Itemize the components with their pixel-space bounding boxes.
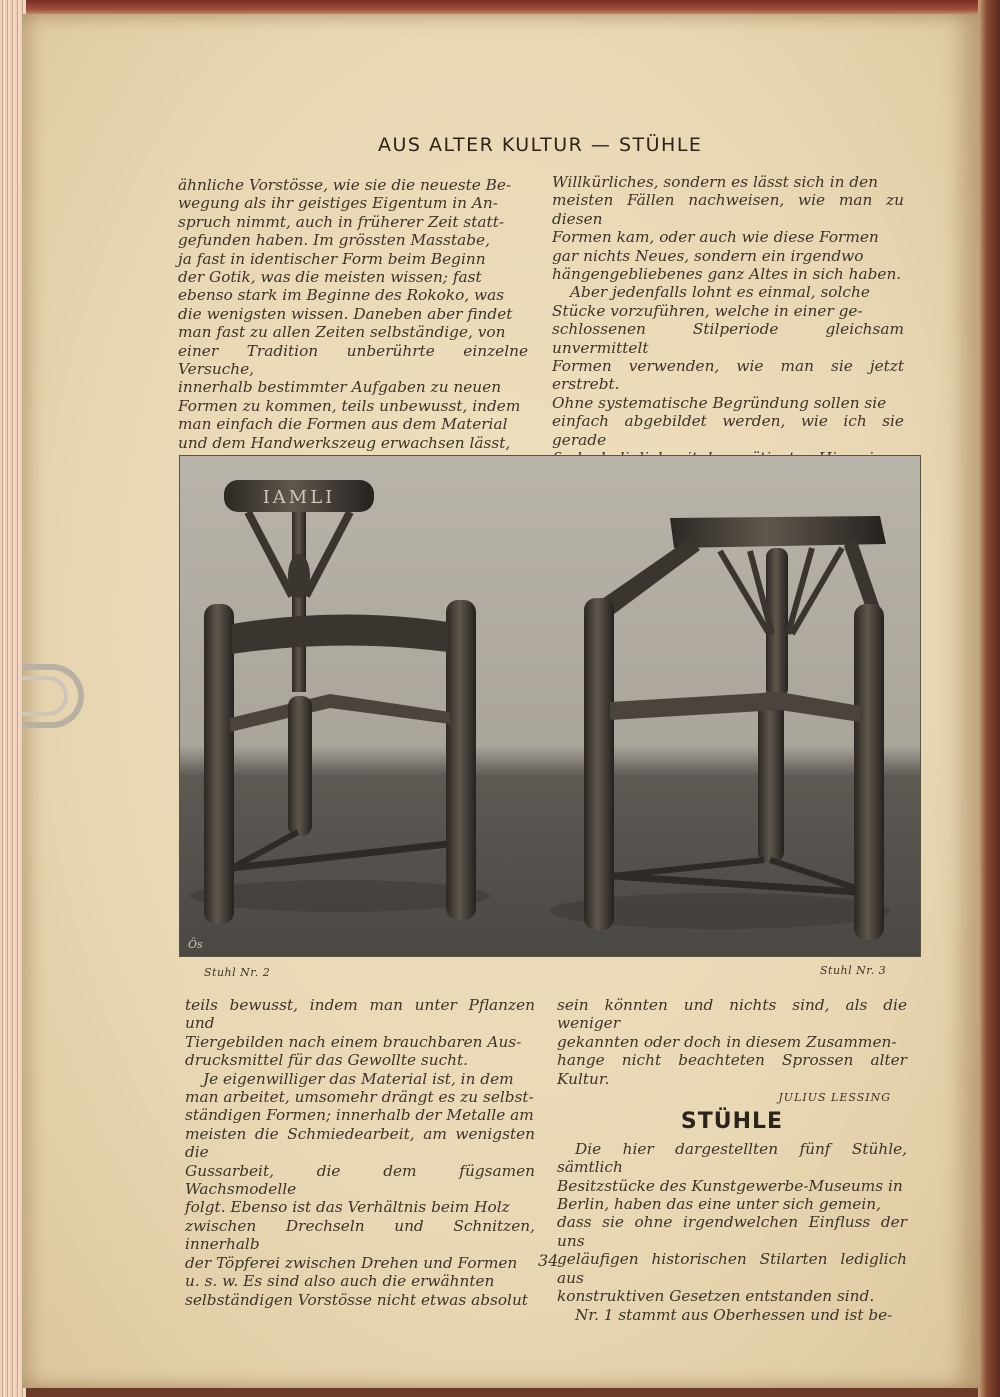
text-line: wegung als ihr geistiges Eigentum in An-	[178, 194, 498, 213]
text-line: konstruktiven Gesetzen entstanden sind.	[557, 1287, 875, 1306]
caption-stuhl-2: Stuhl Nr. 2	[204, 966, 271, 979]
text-line: ständigen Formen; innerhalb der Metalle am	[185, 1106, 534, 1125]
text-line: Berlin, haben das eine unter sich gemein,	[557, 1195, 881, 1214]
running-head-left: AUS ALTER KULTUR	[378, 134, 584, 156]
text-line: geläufigen historischen Stilarten lediglich aus	[557, 1250, 907, 1287]
text-line: schlossenen Stilperiode gleichsam unvermittelt	[552, 320, 904, 357]
text-line: dass sie ohne irgendwelchen Einfluss der uns	[557, 1213, 907, 1250]
chair-inscription: IAMLI	[262, 487, 336, 508]
book-cover-edge-right	[978, 0, 1000, 1397]
text-line: hange nicht beachteten Sprossen alter Kultur.	[557, 1051, 907, 1088]
running-head-dash: —	[590, 134, 612, 156]
section-heading: STÜHLE	[680, 1109, 784, 1135]
text-column-1	[178, 176, 528, 452]
text-line: Formen kam, oder auch wie diese Formen	[552, 228, 879, 247]
text-line: man einfach die Formen aus dem Material	[178, 415, 508, 434]
text-line: sein könnten und nichts sind, als die weniger	[557, 996, 907, 1033]
text-line: meisten Fällen nachweisen, wie man zu diesen	[552, 191, 904, 228]
text-line: gefunden haben. Im grössten Masstabe,	[178, 231, 490, 250]
text-line: einfach abgebildet werden, wie ich sie gerade	[552, 412, 904, 449]
text-line: ebenso stark im Beginne des Rokoko, was	[178, 286, 505, 305]
caption-stuhl-3: Stuhl Nr. 3	[820, 964, 887, 977]
text-line: Ohne systematische Begründung sollen sie	[552, 393, 887, 412]
text-line: Formen zu kommen, teils unbewusst, indem	[178, 396, 521, 415]
text-line: Aber jedenfalls lohnt es einmal, solche	[570, 283, 870, 302]
text-line: Besitzstücke des Kunstgewerbe-Museums in	[557, 1176, 903, 1195]
text-line: selbständigen Vorstösse nicht etwas absolut	[185, 1290, 528, 1309]
text-line: spruch nimmt, auch in früherer Zeit statt-	[178, 212, 505, 231]
photo-monogram: Ös	[188, 938, 203, 951]
text-line: man fast zu allen Zeiten selbständige, von	[178, 323, 506, 342]
text-column-3	[185, 996, 535, 1309]
text-line: ähnliche Vorstösse, wie sie die neueste Be-	[178, 176, 512, 194]
text-line: meisten die Schmiedearbeit, am wenigsten die	[185, 1124, 535, 1162]
text-line: Nr. 1 stammt aus Oberhessen und ist be-	[575, 1305, 893, 1324]
chairs-photograph	[179, 455, 921, 957]
text-line: gekannten oder doch in diesem Zusammen-	[557, 1032, 897, 1051]
text-line: hängengebliebenes ganz Altes in sich haben.	[552, 265, 902, 284]
text-line: gar nichts Neues, sondern ein irgendwo	[552, 246, 864, 265]
page-number: 34	[538, 1251, 559, 1270]
text-line: man arbeitet, umsomehr drängt es zu selbst-	[185, 1088, 534, 1107]
chair-nr-3	[584, 516, 886, 940]
text-line: Die hier dargestellten fünf Stühle, sämtlich	[557, 1139, 907, 1177]
text-line: zwischen Drechseln und Schnitzen, innerhalb	[185, 1216, 535, 1254]
text-line: folgt. Ebenso ist das Verhältnis beim Holz	[185, 1198, 510, 1217]
author-signature: JULIUS LESSING	[778, 1091, 891, 1105]
text-line: drucksmittel für das Gewollte sucht.	[185, 1051, 469, 1070]
text-line: der Töpferei zwischen Drehen und Formen	[185, 1253, 518, 1272]
text-line: ja fast in identischer Form beim Beginn	[178, 249, 486, 268]
text-line: u. s. w. Es sind also auch die erwähnten	[185, 1272, 495, 1291]
text-line: Gussarbeit, die dem fügsamen Wachsmodelle	[185, 1161, 535, 1199]
text-line: Willkürliches, sondern es lässt sich in den	[552, 173, 878, 191]
text-line: der Gotik, was die meisten wissen; fast	[178, 268, 482, 287]
text-line: die wenigsten wissen. Daneben aber findet	[178, 304, 513, 323]
text-column-4	[557, 996, 907, 1324]
running-head-right: STÜHLE	[618, 134, 703, 156]
text-line: und dem Handwerkszeug erwachsen lässt,	[178, 433, 511, 452]
text-line: Formen verwenden, wie man sie jetzt erstrebt.	[552, 357, 904, 394]
text-line: Stücke vorzuführen, welche in einer ge-	[552, 301, 863, 320]
text-line: teils bewusst, indem man unter Pflanzen und	[185, 996, 535, 1033]
text-line: Tiergebilden nach einem brauchbaren Aus-	[185, 1032, 522, 1051]
paper-clip-inner-icon	[22, 676, 68, 716]
chairs-illustration	[180, 456, 920, 956]
text-line: einer Tradition unberührte einzelne Versuche,	[178, 341, 528, 379]
text-line: Je eigenwilliger das Material ist, in dem	[203, 1069, 514, 1088]
text-line: innerhalb bestimmter Aufgaben zu neuen	[178, 378, 502, 397]
